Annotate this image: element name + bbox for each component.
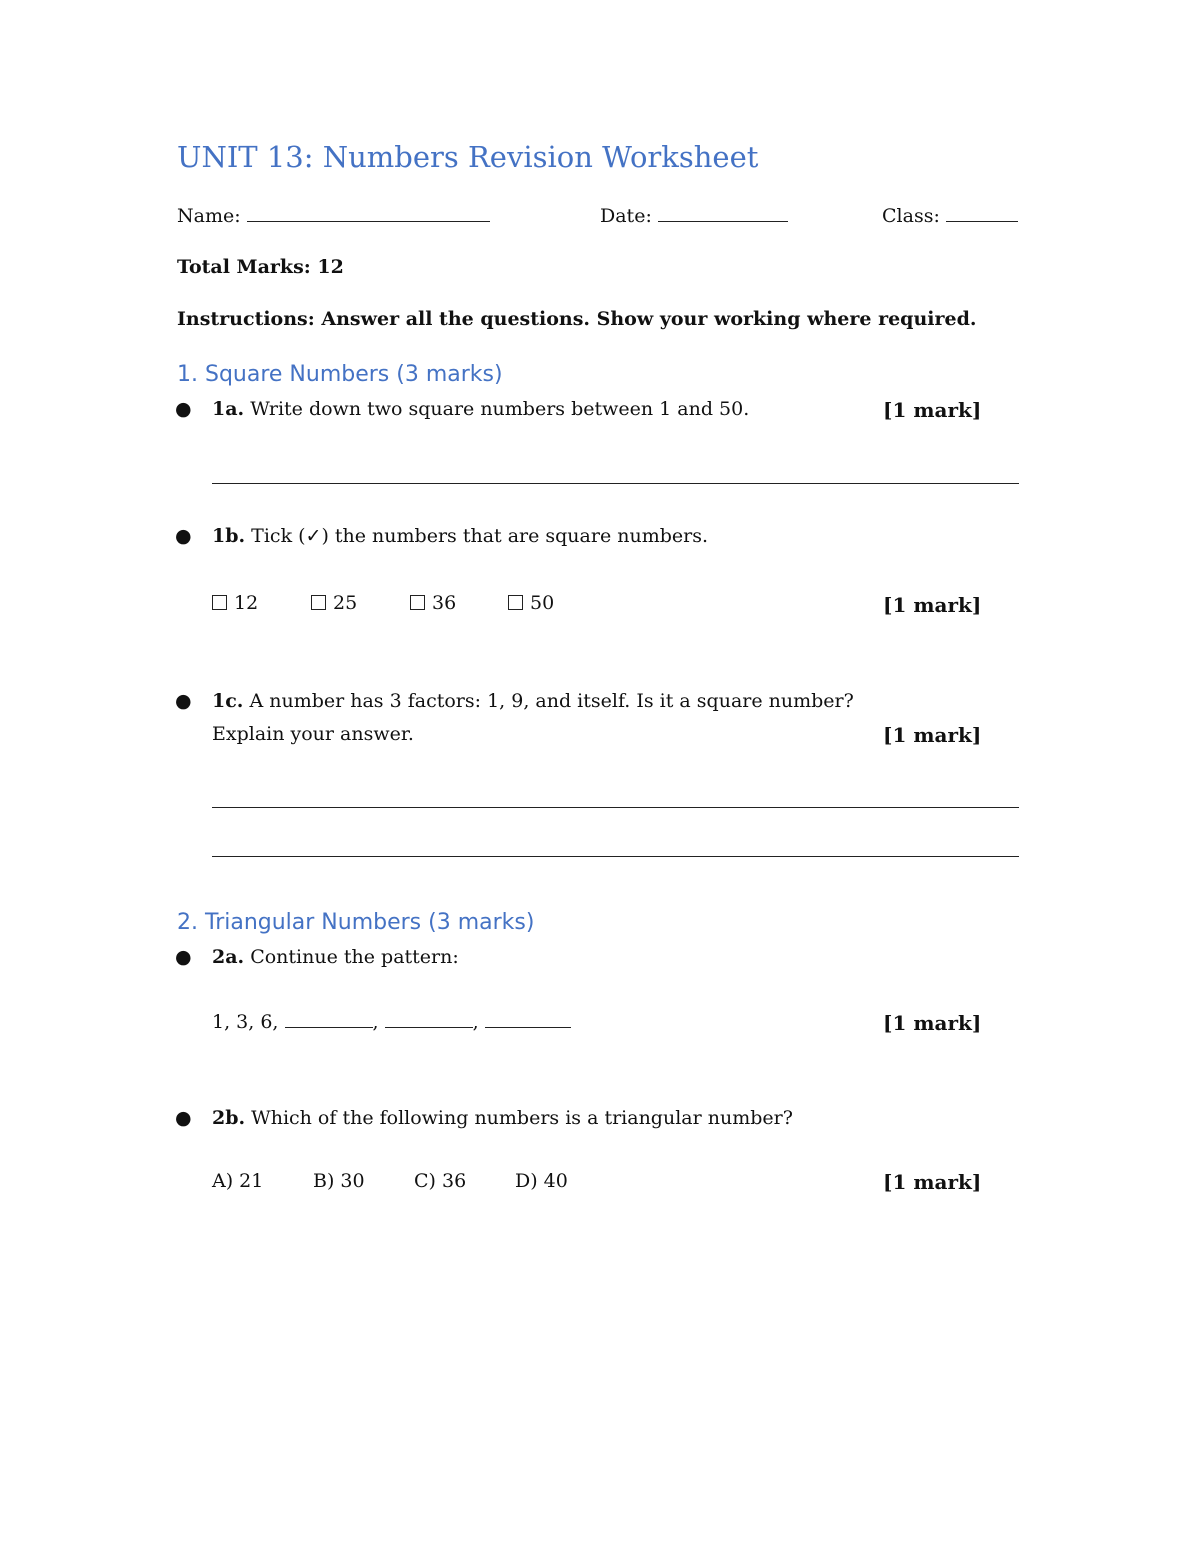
question-1a [212,398,749,420]
option-d[interactable]: D) 40 [515,1170,568,1192]
checkbox-icon[interactable] [212,595,227,610]
name-blank[interactable] [247,220,490,222]
pattern-blank-3[interactable] [485,1026,571,1028]
class-blank[interactable] [946,220,1018,222]
class-field [882,205,1018,227]
checkbox-option-36[interactable]: 36 [410,592,456,614]
question-1c-label: 1c. [212,690,244,712]
section-2-heading: 2. Triangular Numbers (3 marks) [177,910,535,935]
question-2a-mark: [1 mark] [883,1011,982,1035]
checkbox-icon[interactable] [311,595,326,610]
checkbox-icon[interactable] [410,595,425,610]
pattern-blank-1[interactable] [285,1026,373,1028]
question-1c [212,690,854,712]
question-1a-mark: [1 mark] [883,398,982,422]
pattern-start: 1, 3, 6, [212,1011,279,1033]
instructions: Instructions: Answer all the questions. Show your working where required. [177,308,977,330]
question-2a-text: Continue the pattern: [250,946,459,968]
option-b[interactable]: B) 30 [313,1170,365,1192]
question-1c-text-line2: Explain your answer. [212,723,414,745]
question-2a [212,946,459,968]
question-2b [212,1107,793,1129]
pattern-separator: , [472,1011,479,1033]
name-field [177,205,490,227]
question-1b-label: 1b. [212,525,246,547]
checkbox-option-50[interactable]: 50 [508,592,554,614]
total-marks: Total Marks: 12 [177,256,344,278]
question-2a-label: 2a. [212,946,245,968]
question-2b-label: 2b. [212,1107,246,1129]
pattern-row [212,1011,571,1033]
date-label: Date: [600,205,652,227]
checkbox-option-12[interactable]: 12 [212,592,258,614]
date-field [600,205,788,227]
section-1-heading: 1. Square Numbers (3 marks) [177,362,503,387]
option-c[interactable]: C) 36 [414,1170,467,1192]
bullet-icon: ● [175,690,192,712]
question-1c-mark: [1 mark] [883,723,982,747]
pattern-blank-2[interactable] [385,1026,473,1028]
checkbox-icon[interactable] [508,595,523,610]
question-2b-text: Which of the following numbers is a triangular number? [251,1107,793,1129]
pattern-separator: , [372,1011,379,1033]
bullet-icon: ● [175,946,192,968]
answer-line-1c-1[interactable] [212,807,1019,808]
question-1b [212,525,708,547]
question-1c-text: A number has 3 factors: 1, 9, and itself. Is it a square number? [249,690,854,712]
checkbox-option-25[interactable]: 25 [311,592,357,614]
question-1b-text: Tick (✓) the numbers that are square numbers. [251,525,709,547]
answer-line-1c-2[interactable] [212,856,1019,857]
class-label: Class: [882,205,940,227]
page-title: UNIT 13: Numbers Revision Worksheet [177,140,759,174]
bullet-icon: ● [175,525,192,547]
name-label: Name: [177,205,241,227]
question-1a-text: Write down two square numbers between 1 and 50. [250,398,750,420]
bullet-icon: ● [175,398,192,420]
option-a[interactable]: A) 21 [212,1170,264,1192]
question-1b-mark: [1 mark] [883,593,982,617]
question-1a-label: 1a. [212,398,245,420]
date-blank[interactable] [658,220,788,222]
answer-line-1a[interactable] [212,483,1019,484]
bullet-icon: ● [175,1107,192,1129]
question-2b-mark: [1 mark] [883,1170,982,1194]
